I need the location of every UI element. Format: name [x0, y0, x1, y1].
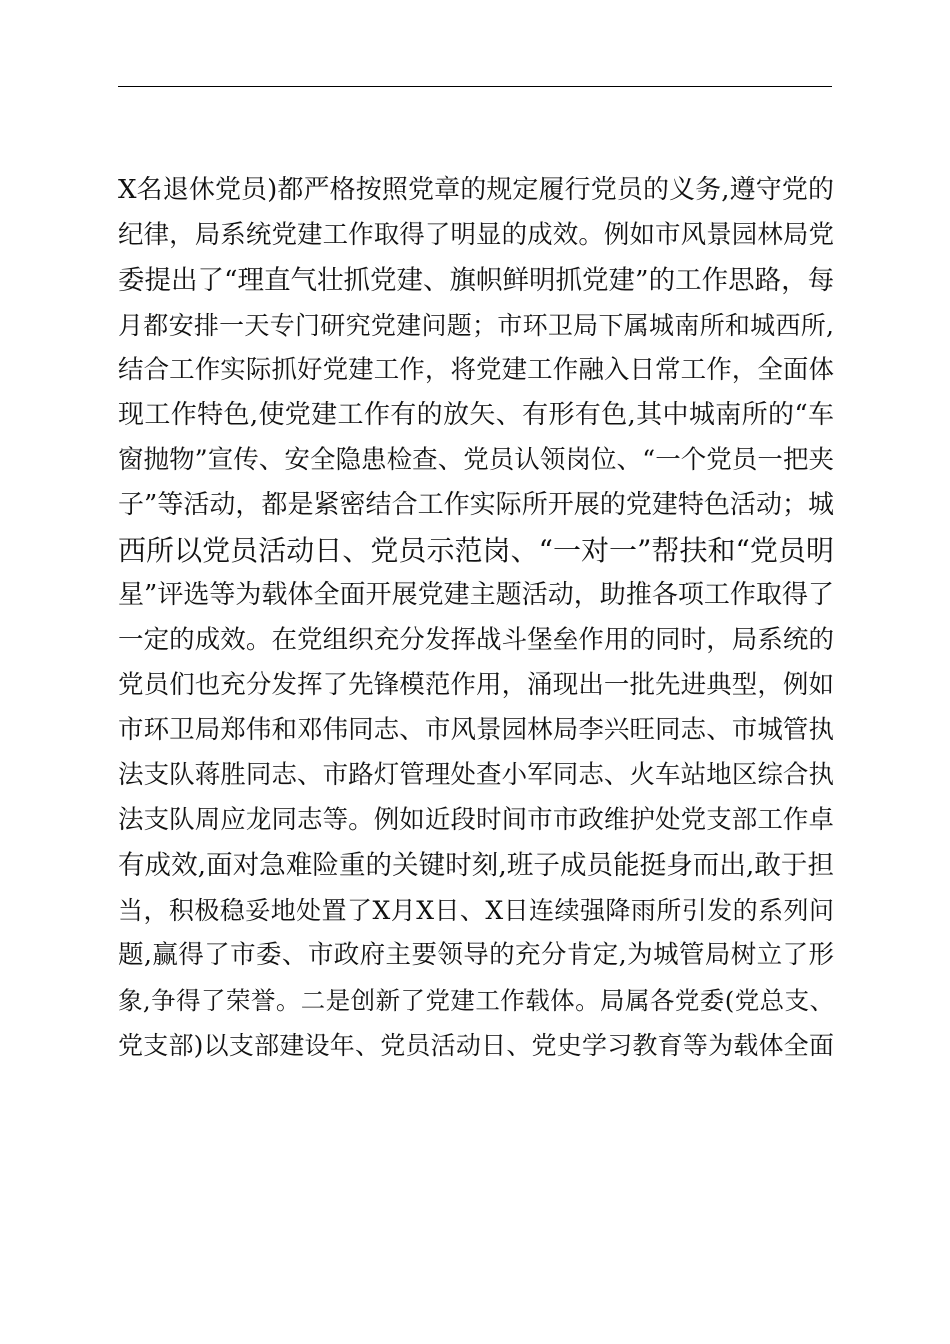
text-line: 西所以党员活动日、党员示范岗、“一对一”帮扶和“党员明	[118, 534, 834, 567]
text-line: 星”评选等为载体全面开展党建主题活动，助推各项工作取得了	[118, 580, 834, 610]
text-line: 党员们也充分发挥了先锋模范作用，涌现出一批先进典型，例如	[118, 670, 834, 700]
text-line: 结合工作实际抓好党建工作，将党建工作融入日常工作，全面体	[118, 355, 834, 385]
text-line: 题,赢得了市委、市政府主要领导的充分肯定,为城管局树立了形	[118, 940, 834, 970]
body-paragraph	[118, 168, 834, 1068]
text-line: 有成效,面对急难险重的关键时刻,班子成员能挺身而出,敢于担	[118, 850, 834, 881]
header-rule	[118, 86, 832, 87]
text-line: 委提出了“理直气壮抓党建、旗帜鲜明抓党建”的工作思路，每	[118, 265, 835, 296]
text-line: 子”等活动，都是紧密结合工作实际所开展的党建特色活动；城	[118, 490, 834, 520]
text-line: 窗抛物”宣传、安全隐患检查、党员认领岗位、“一个党员一把夹	[118, 445, 834, 475]
text-line: 月都安排一天专门研究党建问题；市环卫局下属城南所和城西所,	[118, 311, 834, 340]
text-line: 象,争得了荣誉。二是创新了党建工作载体。局属各党委(党总支、	[118, 986, 834, 1015]
text-line: X名退休党员)都严格按照党章的规定履行党员的义务,遵守党的	[118, 175, 834, 205]
text-line: 当，积极稳妥地处置了X月X日、X日连续强降雨所引发的系列问	[118, 896, 834, 925]
text-line: 一定的成效。在党组织充分发挥战斗堡垒作用的同时，局系统的	[118, 625, 834, 655]
text-line: 现工作特色,使党建工作有的放矢、有形有色,其中城南所的“车	[118, 400, 834, 430]
text-line: 纪律，局系统党建工作取得了明显的成效。例如市风景园林局党	[118, 220, 834, 250]
text-line: 法支队周应龙同志等。例如近段时间市市政维护处党支部工作卓	[118, 805, 834, 835]
text-line: 法支队蒋胜同志、市路灯管理处查小军同志、火车站地区综合执	[118, 760, 834, 790]
text-line: 党支部)以支部建设年、党员活动日、党史学习教育等为载体全面	[118, 1031, 834, 1060]
text-line: 市环卫局郑伟和邓伟同志、市风景园林局李兴旺同志、市城管执	[118, 715, 834, 745]
